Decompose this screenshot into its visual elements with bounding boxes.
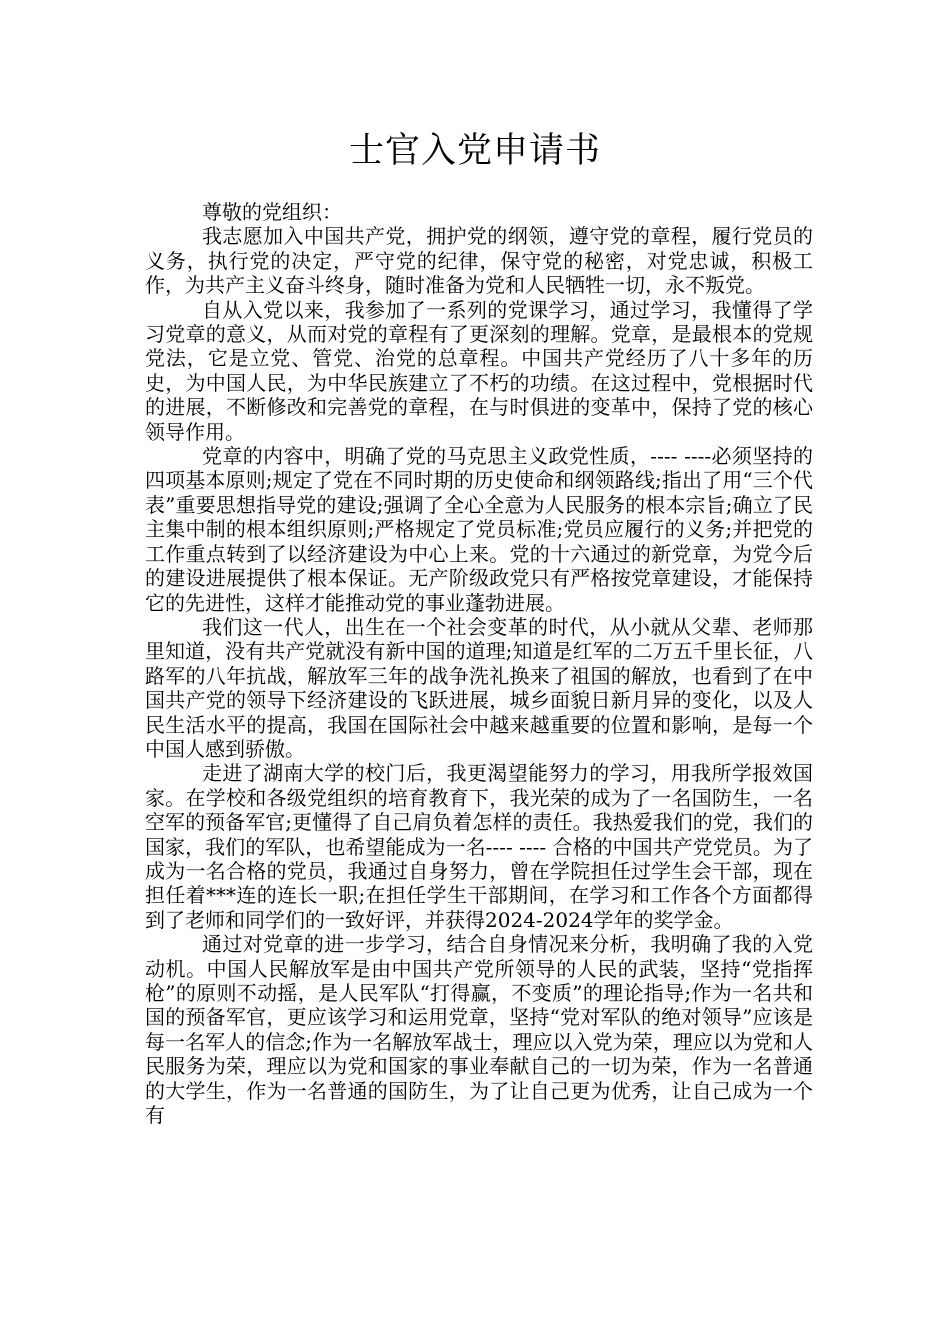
paragraph-3: 党章的内容中，明确了党的马克思主义政党性质，---- ----必须坚持的四项基本原则;规定了党在不同时期的历史使命和纲领路线;指出了用“三个代表”重要思想指导党的建设;强调了全心全意为人民服务的根本宗旨;确立了民主集中制的根本组织原则;严格规定了党员标准;党员应履行的义务;并把党的工作重点转到了以经济建设为中心上来。党的十六通过的新党章，为党今后的建设进展提供了根本保证。无产阶级政党只有严格按党章建设，才能保持它的先进性，这样才能推动党的事业蓬勃进展。	[145, 444, 813, 615]
document-title: 士官入党申请书	[348, 131, 601, 171]
paragraph-2: 自从入党以来，我参加了一系列的党课学习，通过学习，我懂得了学习党章的意义，从而对党的章程有了更深刻的理解。党章，是最根本的党规党法，它是立党、管党、治党的总章程。中国共产党经历了八十多年的历史，为中国人民，为中华民族建立了不朽的功绩。在这过程中，党根据时代的进展，不断修改和完善党的章程，在与时俱进的变革中，保持了党的核心领导作用。	[145, 297, 813, 444]
paragraph-6: 通过对党章的进一步学习，结合自身情况来分析，我明确了我的入党动机。中国人民解放军是由中国共产党所领导的人民的武装，坚持“党指挥枪”的原则不动摇，是人民军队“打得赢，不变质”的理论指导;作为一名共和国的预备军官，更应该学习和运用党章，坚持“党对军队的绝对领导”应该是每一名军人的信念;作为一名解放军战士，理应以入党为荣，理应以为党和人民服务为荣，理应以为党和国家的事业奉献自己的一切为荣，作为一名普通的大学生，作为一名普通的国防生，为了让自己更为优秀，让自己成为一个有	[145, 932, 813, 1128]
paragraph-1: 我志愿加入中国共产党，拥护党的纲领，遵守党的章程，履行党员的义务，执行党的决定，严守党的纪律，保守党的秘密，对党忠诚，积极工作，为共产主义奋斗终身，随时准备为党和人民牺牲一切，永不叛党。	[145, 224, 813, 298]
salutation: 尊敬的党组织：	[202, 200, 342, 224]
document-body	[145, 200, 813, 1127]
paragraph-4: 我们这一代人，出生在一个社会变革的时代，从小就从父辈、老师那里知道，没有共产党就没有新中国的道理;知道是红军的二万五千里长征，八路军的八年抗战，解放军三年的战争洗礼换来了祖国的解放，也看到了在中国共产党的领导下经济建设的飞跃进展，城乡面貌日新月异的变化，以及人民生活水平的提高，我国在国际社会中越来越重要的位置和影响，是每一个中国人感到骄傲。	[145, 614, 813, 761]
paragraph-5: 走进了湖南大学的校门后，我更渴望能努力的学习，用我所学报效国家。在学校和各级党组织的培育教育下，我光荣的成为了一名国防生，一名空军的预备军官;更懂得了自己肩负着怎样的责任。我热爱我们的党，我们的国家，我们的军队，也希望能成为一名---- ---- 合格的中国共产党党员。为了成为一名合格的党员，我通过自身努力，曾在学院担任过学生会干部，现在担任着***连的连长一职;在担任学生干部期间，在学习和工作各个方面都得到了老师和同学们的一致好评，并获得2024-2024学年的奖学金。	[145, 761, 813, 932]
